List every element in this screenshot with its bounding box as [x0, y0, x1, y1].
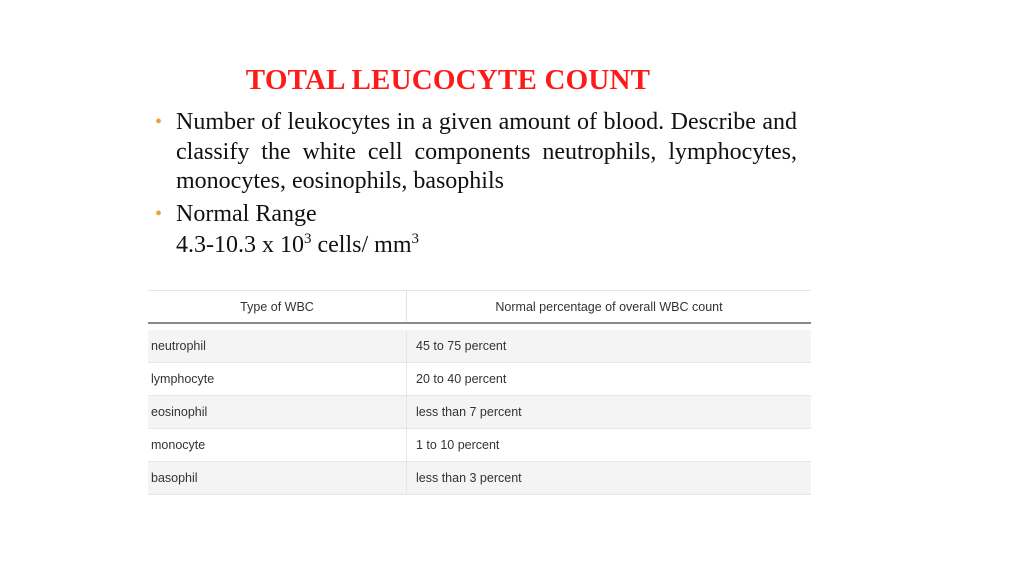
bullet-item-normal-range: [155, 200, 797, 261]
wbc-type-cell: basophil: [148, 462, 407, 495]
table-row: [148, 462, 811, 495]
table-row: [148, 396, 811, 429]
slide-title: TOTAL LEUCOCYTE COUNT: [245, 64, 651, 96]
range-value-prefix: 4.3-10.3 x 10: [176, 232, 304, 258]
range-value-unit: cells/ mm: [311, 232, 412, 258]
table-spacer-row: [148, 323, 811, 330]
range-value-exponent: 3: [304, 231, 312, 247]
bullet-list: [155, 108, 797, 261]
wbc-percentage-table: [148, 290, 811, 495]
wbc-percentage-cell: less than 7 percent: [407, 396, 812, 429]
range-unit-exponent: 3: [411, 231, 419, 247]
bullet-dot-icon: •: [155, 202, 163, 225]
wbc-percentage-cell: 45 to 75 percent: [407, 330, 812, 363]
bullet-item-definition: [155, 108, 797, 197]
wbc-type-cell: neutrophil: [148, 330, 407, 363]
wbc-type-cell: lymphocyte: [148, 363, 407, 396]
wbc-percentage-cell: less than 3 percent: [407, 462, 812, 495]
bullet-dot-icon: •: [155, 111, 163, 133]
wbc-type-cell: monocyte: [148, 429, 407, 462]
table-row: [148, 330, 811, 363]
normal-range-value: [176, 231, 797, 261]
table-row: [148, 429, 811, 462]
normal-range-label: Normal Range: [176, 200, 317, 227]
column-header-type: Type of WBC: [148, 291, 407, 324]
table-row: [148, 363, 811, 396]
wbc-percentage-cell: 1 to 10 percent: [407, 429, 812, 462]
wbc-type-cell: eosinophil: [148, 396, 407, 429]
table-header-row: [148, 291, 811, 324]
wbc-percentage-cell: 20 to 40 percent: [407, 363, 812, 396]
definition-text: Number of leukocytes in a given amount of blood. Describe and classify the white cell components neutrophils, lymphocytes, monocytes, eosinophils, basophils: [176, 109, 797, 194]
column-header-percentage: Normal percentage of overall WBC count: [407, 291, 812, 324]
